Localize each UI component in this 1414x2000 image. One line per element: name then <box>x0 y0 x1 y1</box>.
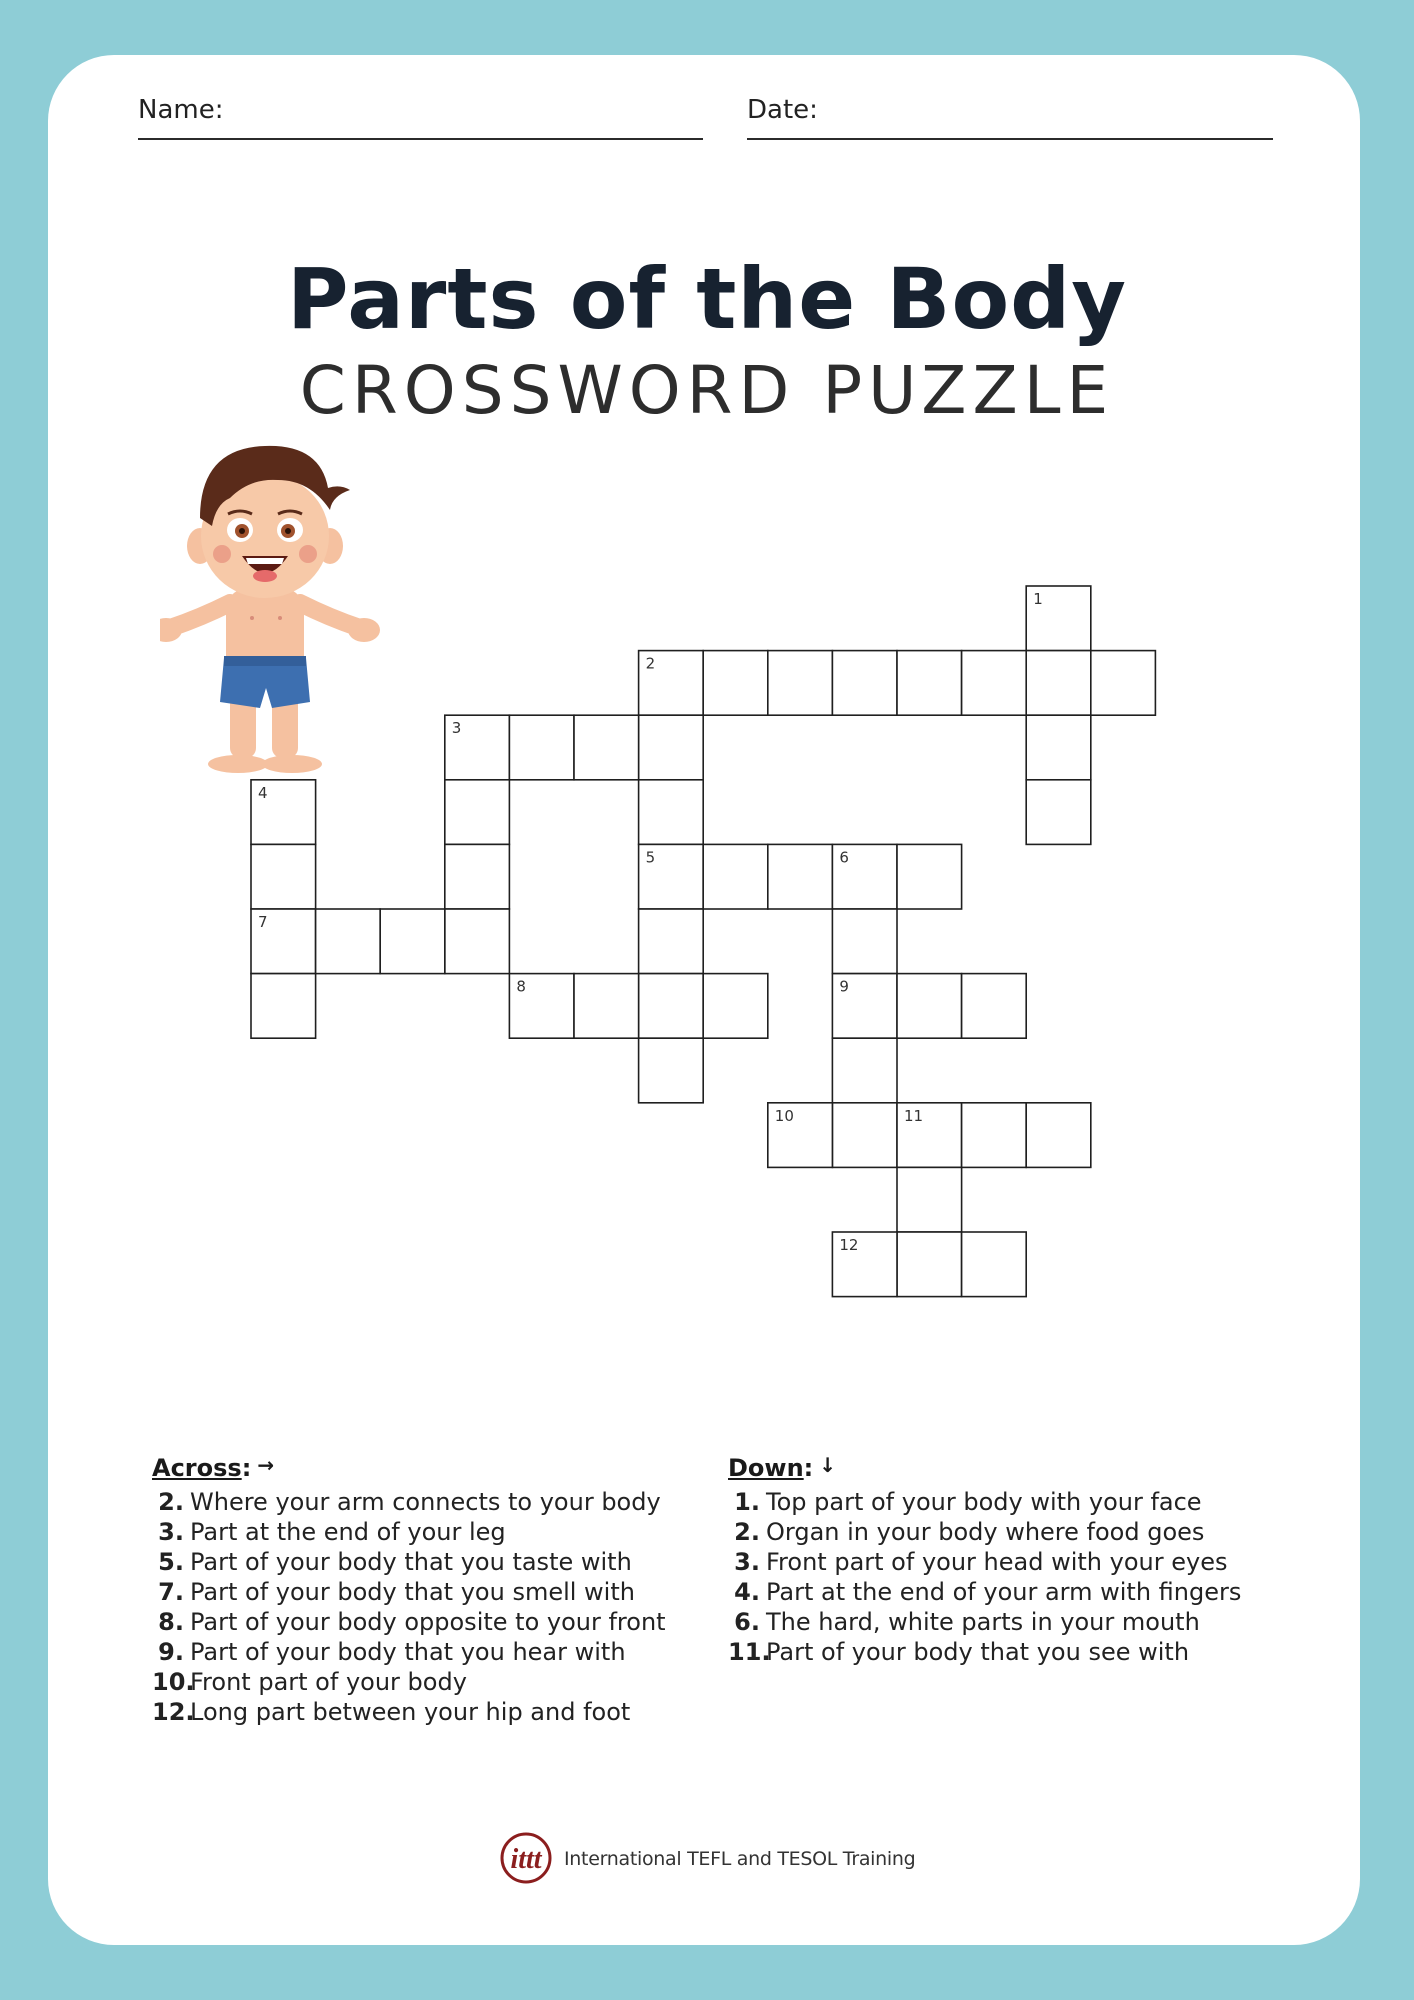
cell-number: 11 <box>904 1106 924 1125</box>
arrow-down-icon: ↓ <box>819 1453 837 1477</box>
grid-cell[interactable] <box>639 715 704 780</box>
svg-text:ittt: ittt <box>510 1844 542 1875</box>
grid-cell[interactable] <box>832 651 897 716</box>
across-clues <box>152 1453 666 1727</box>
grid-cell[interactable] <box>639 1038 704 1103</box>
down-clues <box>728 1453 1241 1667</box>
ittt-logo <box>494 1828 916 1888</box>
grid-cell[interactable] <box>897 1232 962 1297</box>
grid-cell[interactable] <box>445 909 510 974</box>
clue-item: 5. Part of your body that you taste with <box>158 1548 632 1576</box>
down-heading: Down: ↓ <box>728 1453 837 1482</box>
clue-item: 7. Part of your body that you smell with <box>158 1578 635 1606</box>
grid-cell[interactable] <box>1026 715 1091 780</box>
cell-number: 4 <box>258 783 268 802</box>
clue-item: 9. Part of your body that you hear with <box>158 1638 626 1666</box>
cell-number: 2 <box>645 654 656 673</box>
grid-cell[interactable] <box>897 651 962 716</box>
clue-item: 3. Front part of your head with your eyes <box>734 1548 1228 1576</box>
grid-cell[interactable] <box>509 715 574 780</box>
cell-number: 1 <box>1033 590 1043 608</box>
logo-text: International TEFL and TESOL Training <box>564 1848 916 1870</box>
grid-cell[interactable] <box>639 909 704 974</box>
cell-number: 3 <box>451 719 462 738</box>
ittt-logo-mark <box>494 1828 562 1888</box>
grid-cell[interactable] <box>897 844 962 909</box>
grid-cell[interactable] <box>574 974 639 1039</box>
clue-item: 4. Part at the end of your arm with fingers <box>734 1578 1242 1606</box>
grid-cell[interactable] <box>897 1167 962 1232</box>
grid-cell[interactable] <box>639 780 704 845</box>
grid-cell[interactable] <box>251 974 316 1039</box>
arrow-right-icon: → <box>257 1453 275 1477</box>
grid-cell[interactable] <box>832 909 897 974</box>
date-label: Date: <box>747 95 818 125</box>
grid-cell[interactable] <box>962 1103 1027 1168</box>
grid-cell[interactable] <box>316 909 381 974</box>
clue-item: 11.Part of your body that you see with <box>728 1638 1190 1666</box>
grid-cell[interactable] <box>639 974 704 1039</box>
grid-cell[interactable] <box>768 651 833 716</box>
clue-item: 2. Where your arm connects to your body <box>158 1488 661 1516</box>
clue-item: 3. Part at the end of your leg <box>158 1518 506 1546</box>
grid-cell[interactable] <box>251 844 316 909</box>
grid-cell[interactable] <box>1091 651 1156 716</box>
clue-item: 10.Front part of your body <box>152 1668 467 1696</box>
grid-cell[interactable] <box>962 974 1027 1039</box>
grid-cell[interactable] <box>768 844 833 909</box>
cell-number: 8 <box>516 977 526 996</box>
cell-number: 5 <box>645 848 656 867</box>
grid-cell[interactable] <box>832 1103 897 1168</box>
grid-cell[interactable] <box>1026 1103 1091 1168</box>
clue-item: 6. The hard, white parts in your mouth <box>734 1608 1200 1636</box>
grid-cell[interactable] <box>380 909 445 974</box>
clue-item: 8. Part of your body opposite to your front <box>158 1608 666 1636</box>
name-label: Name: <box>138 95 224 125</box>
page-title: Parts of the Body <box>286 250 1128 348</box>
grid-cell[interactable] <box>832 1038 897 1103</box>
grid-cell[interactable] <box>962 1232 1027 1297</box>
grid-cell[interactable] <box>1026 780 1091 845</box>
cell-number: 9 <box>839 977 849 996</box>
cell-number: 7 <box>258 913 268 931</box>
cell-number: 10 <box>774 1106 794 1125</box>
grid-cell[interactable] <box>897 974 962 1039</box>
grid-cell[interactable] <box>445 780 510 845</box>
clue-item: 1. Top part of your body with your face <box>734 1488 1202 1516</box>
cell-number: 12 <box>839 1236 859 1254</box>
clue-item: 12.Long part between your hip and foot <box>152 1698 631 1726</box>
grid-cell[interactable] <box>1026 651 1091 716</box>
grid-cell[interactable] <box>445 844 510 909</box>
grid-cell[interactable] <box>703 844 768 909</box>
grid-cell[interactable] <box>703 651 768 716</box>
grid-cell[interactable] <box>574 715 639 780</box>
grid-cell[interactable] <box>703 974 768 1039</box>
grid-cell[interactable] <box>962 651 1027 716</box>
across-heading: Across: → <box>152 1453 275 1482</box>
clue-item: 2. Organ in your body where food goes <box>734 1518 1205 1546</box>
cell-number: 6 <box>839 848 849 867</box>
page-subtitle: CROSSWORD PUZZLE <box>299 352 1115 429</box>
